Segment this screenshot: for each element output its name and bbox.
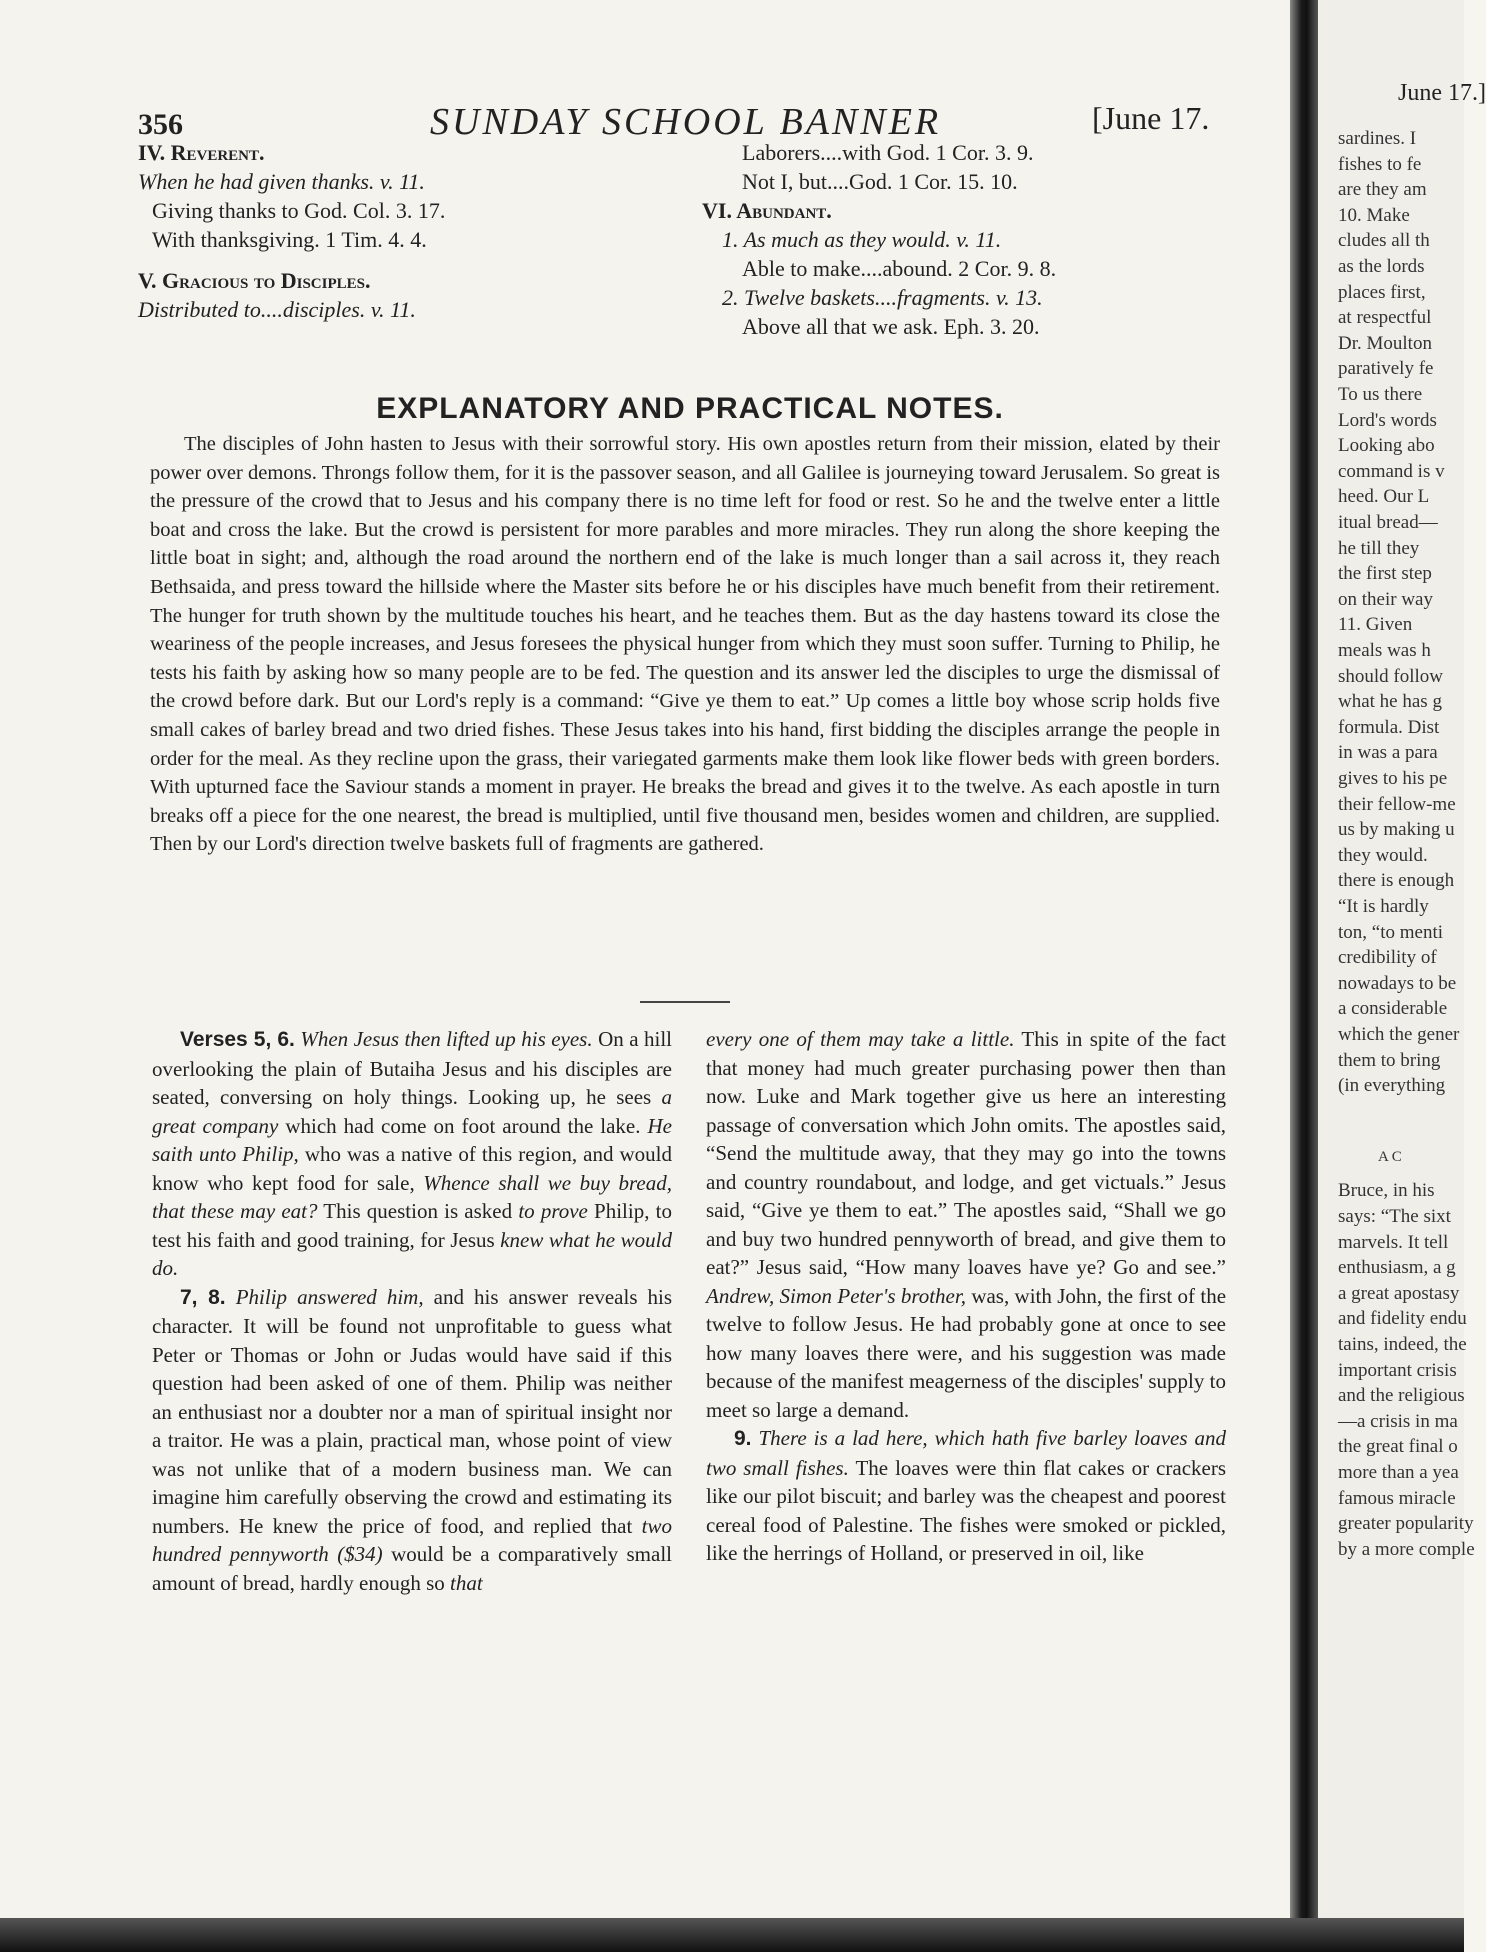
- right-page-text-fragment: 11. Given: [1338, 614, 1413, 636]
- right-page-text-fragment: 10. Make: [1338, 204, 1410, 226]
- outline-item: Able to make....abound. 2 Cor. 9. 8.: [742, 256, 1057, 281]
- right-page-text-fragment: paratively fe: [1338, 358, 1434, 380]
- right-page-text-fragment: and the religious: [1338, 1385, 1465, 1407]
- verse-note-5-6: Verses 5, 6. When Jesus then lifted up his eyes. On a hill overlooking the plain of Butaiha Jesus and his disciples are seated, conversing on holy things. Looking up, he sees a great company which had come on foot around the lake. He saith unto Philip, who was a native of this region, and would know who kept food for sale, Whence shall we buy bread, that these may eat? This question is asked to prove Philip, to test his faith and good training, for Jesus knew what he would do.: [152, 1027, 672, 1280]
- right-page-text-fragment: ton, “to menti: [1338, 921, 1444, 943]
- right-page-text-fragment: June 17.]: [1398, 80, 1486, 106]
- outline-item: With thanksgiving. 1 Tim. 4. 4.: [152, 227, 427, 252]
- running-title: SUNDAY SCHOOL BANNER: [430, 101, 942, 143]
- column-right: [706, 1025, 1226, 1568]
- right-page-text-fragment: cludes all th: [1338, 230, 1430, 252]
- right-page-text-fragment: command is v: [1338, 460, 1445, 482]
- right-page-text-fragment: at respectful: [1338, 307, 1432, 329]
- right-page-text-fragment: the first step: [1338, 563, 1432, 585]
- right-page-text-fragment: more than a yea: [1338, 1462, 1459, 1483]
- right-page-text-fragment: sardines. I: [1338, 128, 1417, 149]
- right-page-text-fragment: formula. Dist: [1338, 716, 1440, 738]
- right-page-text-fragment: gives to his pe: [1338, 768, 1448, 789]
- right-page-text-fragment: itual bread—: [1338, 512, 1438, 533]
- right-page-text-fragment: famous miracle: [1338, 1487, 1456, 1509]
- right-page-text-fragment: —a crisis in ma: [1338, 1410, 1458, 1432]
- right-page-text-fragment: “It is hardly: [1338, 896, 1429, 917]
- right-page-text-fragment: places first,: [1338, 281, 1426, 303]
- right-page-text-fragment: the great final o: [1338, 1436, 1458, 1458]
- verse-note-continued: every one of them may take a little. This in spite of the fact that money had much greater purchasing power then than now. Luke and Mark together give us here an interesting passage of conversation which John omits. The apostles said, “Send the multitude away, that they may go into the towns and country roundabout, and lodge, and get victuals.” Jesus said, “Give ye them to eat.” The apostles said, “Shall we go and buy two hundred pennyworth of bread, and give them to eat?” Jesus said, “How many loaves have ye? Go and see.” Andrew, Simon Peter's brother, was, with John, the first of the twelve to follow Jesus. He had probably gone at once to see how many loaves there were, and his suggestion was made because of the manifest meagerness of the disciples' supply to meet so large a demand.: [706, 1027, 1227, 1422]
- section-divider: [640, 1001, 730, 1003]
- right-page-text-fragment: enthusiasm, a g: [1338, 1257, 1456, 1279]
- right-page-text-fragment: tains, indeed, the: [1338, 1334, 1467, 1355]
- notes-paragraph: The disciples of John hasten to Jesus with their sorrowful story. His own apostles return from their mission, elated by their power over demons. Throngs follow them, for it is the passover season, and all Galilee is journeying toward Jerusalem. So great is the pressure of the crowd that to Jesus and his company there is no time left for food or rest. So he and the twelve enter a little boat and cross the lake. But the crowd is persistent for more parables and more miracles. They run along the shore keeping the little boat in sight; and, although the road around the northern end of the lake is much longer than a sail across it, they reach Bethsaida, and press toward the hillside where the Master sits before he or his disciples have much benefit from their retirement. The hunger for truth shown by the multitude touches his heart, and he teaches them. But as the day hastens toward its close the weariness of the people increases, and Jesus foresees the physical hunger from which they must soon suffer. Turning to Philip, he tests his faith by asking how so many people are to be fed. The question and its answer led the disciples to urge the dismissal of the crowd before dark. But our Lord's reply is a command: “Give ye them to eat.” Up comes a little boy whose scrip holds five small cakes of barley bread and two dried fishes. These Jesus takes into his hand, first bidding the disciples arrange the people in order for the meal. As they recline upon the grass, their variegated garments make them look like flower beds with green borders. With upturned face the Saviour stands a moment in prayer. He breaks the bread and gives it to the twelve. As each apostle in turn breaks off a piece for the one nearest, the bread is multiplied, until five thousand men, besides women and children, are supplied. Then by our Lord's direction twelve baskets full of fragments are gathered.: [150, 433, 1220, 856]
- right-page-text-fragment: greater popularity: [1338, 1513, 1474, 1535]
- right-page-text-fragment: they would.: [1338, 844, 1428, 866]
- right-page-text-fragment: them to bring: [1338, 1049, 1441, 1071]
- bottom-shadow: [0, 1918, 1464, 1952]
- right-page-text-fragment: To us there: [1338, 384, 1423, 405]
- outline-item: When he had given thanks. v. 11.: [138, 169, 425, 194]
- outline-item: 2. Twelve baskets....fragments. v. 13.: [722, 285, 1043, 310]
- right-page-text-fragment: Bruce, in his: [1338, 1180, 1435, 1202]
- outline-item: Not I, but....God. 1 Cor. 15. 10.: [742, 169, 1018, 194]
- right-page-text-fragment: he till they: [1338, 537, 1420, 559]
- right-page-text-fragment: nowadays to be: [1338, 972, 1457, 994]
- verse-note-9: 9. There is a lad here, which hath five barley loaves and two small fishes. The loaves were thin flat cakes or crackers like our pilot biscuit; and barley was the cheapest and poorest cereal food of Palestine. The fishes were smoked or pickled, like the herrings of Holland, or preserved in oil, like: [706, 1426, 1227, 1565]
- right-page-text-fragment: marvels. It tell: [1338, 1231, 1449, 1253]
- outline-item: Giving thanks to God. Col. 3. 17.: [152, 198, 446, 223]
- outline-item: Distributed to....disciples. v. 11.: [138, 297, 416, 322]
- outline-item: Above all that we ask. Eph. 3. 20.: [742, 314, 1040, 339]
- running-date: [June 17.: [1092, 100, 1210, 136]
- right-page-text-fragment: on their way: [1338, 588, 1433, 610]
- right-page-text-fragment: heed. Our L: [1338, 486, 1430, 508]
- outline-right: [702, 138, 1056, 341]
- right-page-text-fragment: as the lords: [1338, 256, 1425, 277]
- right-page-text-fragment: and fidelity endu: [1338, 1308, 1467, 1330]
- right-page-text-fragment: in was a para: [1338, 742, 1438, 764]
- outline-head: IV. Reverent.: [138, 140, 265, 165]
- verse-note-7-8: 7, 8. Philip answered him, and his answer reveals his character. It will be found not unprofitable to guess what Peter or Thomas or John or Judas would have said if this question had been asked of one of them. Philip was neither an enthusiast nor a doubter nor a man of spiritual insight nor a traitor. He was a plain, practical man, whose point of view was not unlike that of a modern business man. We can imagine him carefully observing the crowd and estimating its numbers. He knew the price of food, and replied that two hundred pennyworth ($34) would be a comparatively small amount of bread, hardly enough so that: [152, 1284, 673, 1595]
- right-page-text-fragment: should follow: [1338, 665, 1444, 687]
- right-page-text-fragment: says: “The sixt: [1338, 1206, 1451, 1227]
- column-left: [152, 1025, 672, 1597]
- right-page-text-fragment: Looking abo: [1338, 435, 1435, 457]
- right-page-text-fragment: are they am: [1338, 179, 1427, 201]
- book-gutter: [1290, 0, 1318, 1952]
- notes-heading: EXPLANATORY AND PRACTICAL NOTES.: [376, 392, 1004, 425]
- right-page-text-fragment: important crisis: [1338, 1359, 1457, 1381]
- outline-left: [138, 138, 445, 324]
- right-page-text-fragment: us by making u: [1338, 819, 1455, 841]
- right-page-text-fragment: Dr. Moulton: [1338, 332, 1432, 354]
- outline-item: 1. As much as they would. v. 11.: [722, 227, 1002, 252]
- page-number: 356: [138, 108, 183, 141]
- right-page-text-fragment: fishes to fe: [1338, 153, 1422, 175]
- right-page-text-fragment: what he has g: [1338, 691, 1442, 713]
- right-page-text-fragment: Lord's words: [1338, 409, 1437, 431]
- right-page-text-fragment: their fellow-me: [1338, 793, 1456, 815]
- page-right-fragment: [1318, 0, 1486, 1952]
- right-page-text-fragment: meals was h: [1338, 640, 1431, 661]
- outline-head: VI. Abundant.: [702, 198, 832, 223]
- right-page-text-fragment: a great apostasy: [1338, 1282, 1460, 1304]
- outline-head: V. Gracious to Disciples.: [138, 268, 371, 293]
- right-page-text-fragment: (in everything: [1338, 1075, 1446, 1097]
- right-page-text-fragment: a considerable: [1338, 998, 1448, 1020]
- right-page-text-fragment: A C: [1378, 1148, 1402, 1165]
- outline-item: Laborers....with God. 1 Cor. 3. 9.: [742, 140, 1034, 165]
- right-page-text-fragment: there is enough: [1338, 870, 1455, 892]
- right-page-text-fragment: by a more comple: [1338, 1538, 1475, 1560]
- right-page-text-fragment: credibility of: [1338, 947, 1437, 969]
- right-page-text-fragment: which the gener: [1338, 1024, 1460, 1045]
